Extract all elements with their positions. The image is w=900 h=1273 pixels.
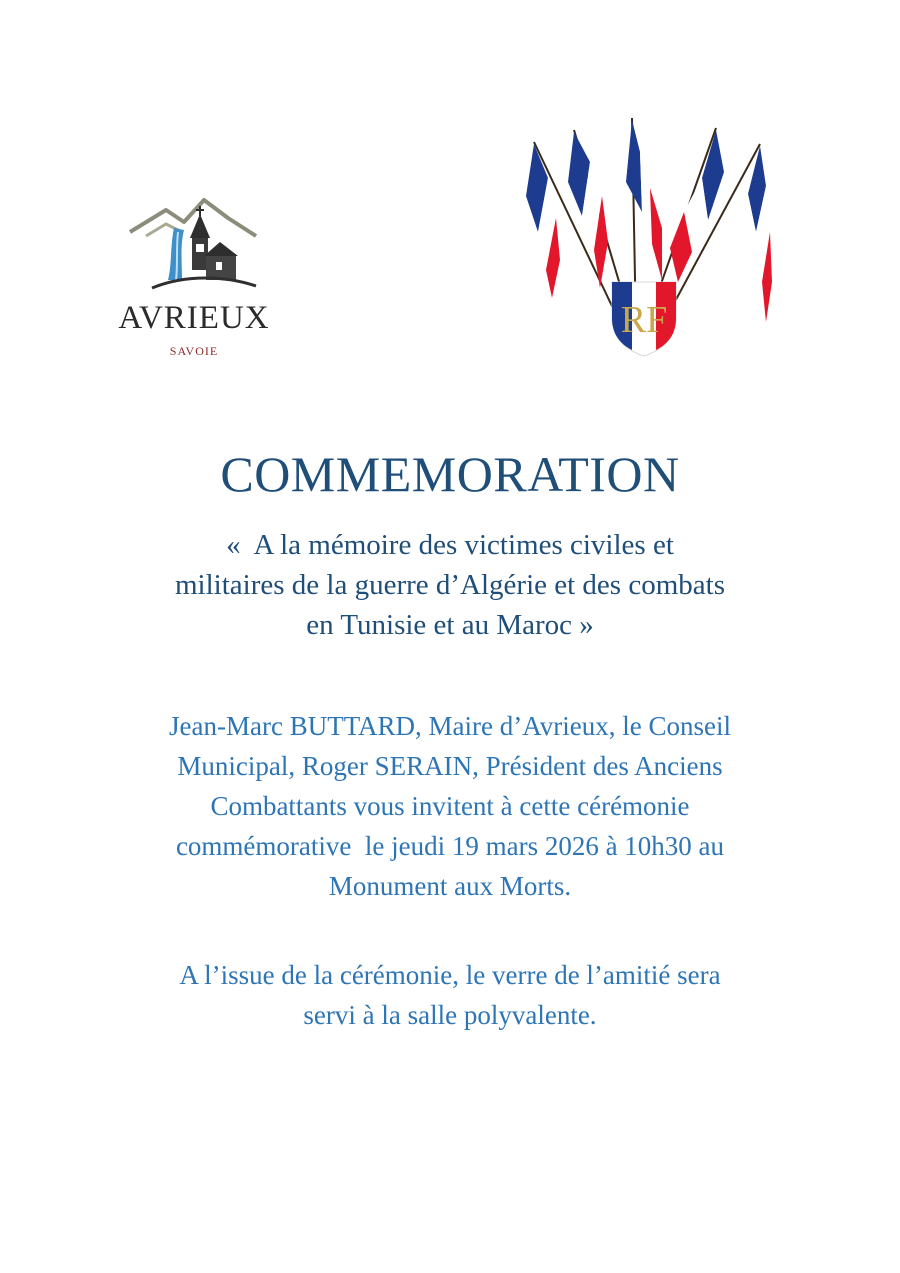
village-church-icon bbox=[106, 196, 282, 306]
flag-2 bbox=[568, 132, 608, 288]
page-title: COMMEMORATION bbox=[220, 446, 680, 502]
invitation-line: Municipal, Roger SERAIN, Président des Anciens bbox=[177, 751, 723, 781]
closing-line: A l’issue de la cérémonie, le verre de l’amitié sera bbox=[179, 960, 721, 990]
invitation-paragraph bbox=[90, 706, 810, 906]
quote-line: « A la mémoire des victimes civiles et bbox=[226, 529, 674, 561]
memorial-quote bbox=[60, 525, 840, 645]
invitation-line: Combattants vous invitent à cette cérémonie bbox=[210, 791, 690, 821]
french-flags-icon bbox=[512, 112, 776, 360]
quote-line: en Tunisie et au Maroc » bbox=[306, 609, 594, 641]
logo-subtitle: SAVOIE bbox=[169, 344, 219, 358]
invitation-line: Jean-Marc BUTTARD, Maire d’Avrieux, le Conseil bbox=[169, 711, 731, 741]
closing-line: servi à la salle polyvalente. bbox=[303, 1000, 597, 1030]
logo-name: AVRIEUX bbox=[118, 300, 270, 336]
closing-paragraph bbox=[90, 955, 810, 1035]
flag-5 bbox=[732, 146, 772, 322]
invitation-line: commémorative le jeudi 19 mars 2026 à 10h30 au bbox=[175, 831, 725, 861]
avrieux-logo bbox=[106, 196, 282, 364]
quote-line: militaires de la guerre d’Algérie et des combats bbox=[175, 569, 725, 601]
rf-shield-icon bbox=[612, 282, 676, 356]
rf-monogram: RF bbox=[620, 299, 668, 341]
invitation-line: Monument aux Morts. bbox=[328, 871, 572, 901]
flag-1 bbox=[526, 144, 560, 298]
flag-3 bbox=[626, 120, 662, 280]
